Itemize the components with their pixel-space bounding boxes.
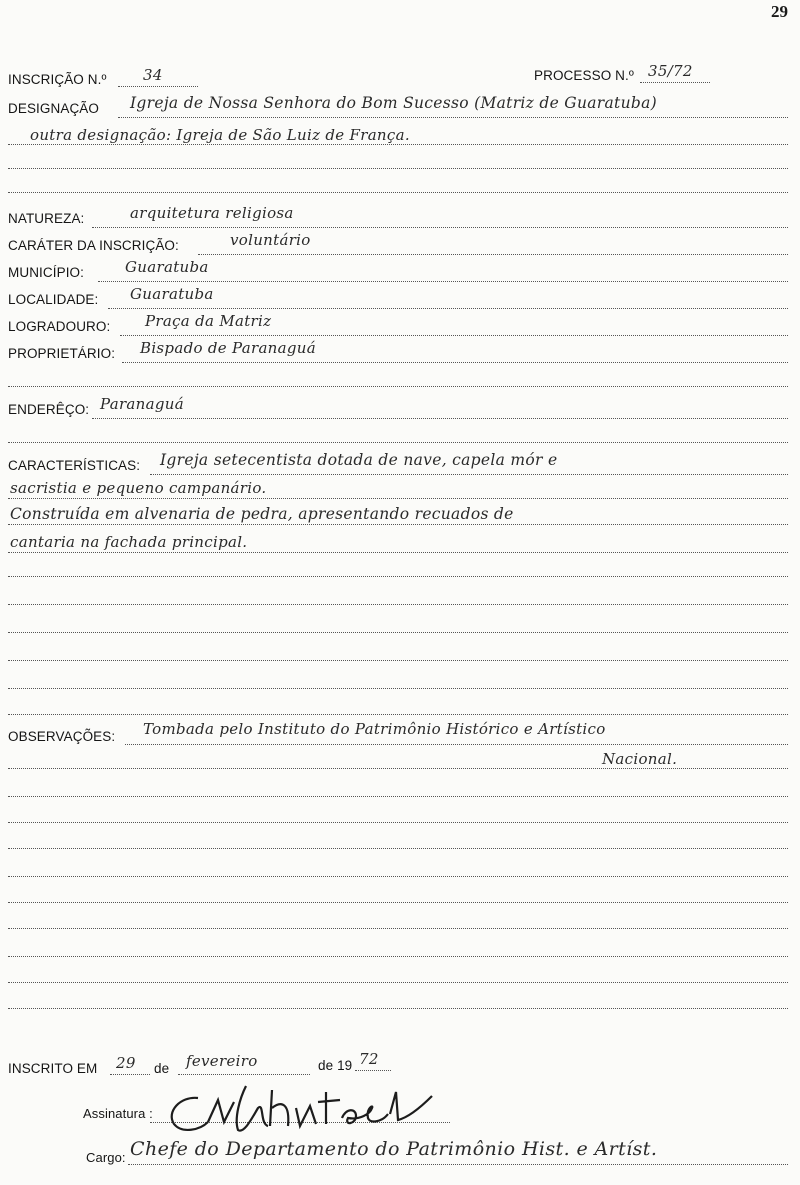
caracteristicas-line3: Construída em alvenaria de pedra, apresentando recuados de xyxy=(10,505,514,523)
caracteristicas-line2: sacristia e pequeno campanário. xyxy=(10,479,267,497)
proprietario-value: Bispado de Paranaguá xyxy=(140,339,316,357)
localidade-value: Guaratuba xyxy=(130,285,214,303)
inscrito-de1: de xyxy=(154,1061,170,1076)
assinatura-label: Assinatura : xyxy=(83,1106,153,1121)
carater-label: CARÁTER DA INSCRIÇÃO: xyxy=(8,238,179,253)
caracteristicas-label: CARACTERÍSTICAS: xyxy=(8,458,141,473)
inscricao-label: INSCRIÇÃO N.º xyxy=(8,72,107,87)
inscricao-value: 34 xyxy=(143,66,163,84)
logradouro-label: LOGRADOURO: xyxy=(8,319,111,334)
designacao-label: DESIGNAÇÃO xyxy=(8,101,100,116)
page-number: 29 xyxy=(771,2,788,21)
inscrito-label: INSCRITO EM xyxy=(8,1061,98,1076)
inscrito-de2: de 19 xyxy=(318,1058,353,1073)
designacao-value: Igreja de Nossa Senhora do Bom Sucesso (Matriz de Guaratuba) xyxy=(130,94,657,112)
observacoes-label: OBSERVAÇÕES: xyxy=(8,729,116,744)
processo-label: PROCESSO N.º xyxy=(534,68,634,83)
carater-value: voluntário xyxy=(230,231,311,249)
proprietario-label: PROPRIETÁRIO: xyxy=(8,346,116,361)
observacoes-line1: Tombada pelo Instituto do Patrimônio Histórico e Artístico xyxy=(143,720,606,738)
endereco-label: ENDERÊÇO: xyxy=(8,402,90,417)
cargo-value: Chefe do Departamento do Patrimônio Hist. e Artíst. xyxy=(130,1138,658,1160)
natureza-label: NATUREZA: xyxy=(8,211,85,226)
caracteristicas-line4: cantaria na fachada principal. xyxy=(10,533,248,551)
designacao-value-line2: outra designação: Igreja de São Luiz de França. xyxy=(30,126,410,144)
localidade-label: LOCALIDADE: xyxy=(8,292,99,307)
municipio-label: MUNICÍPIO: xyxy=(8,265,85,280)
inscrito-month: fevereiro xyxy=(186,1052,258,1070)
processo-value: 35/72 xyxy=(648,62,693,80)
inscrito-year: 72 xyxy=(359,1050,379,1068)
municipio-value: Guaratuba xyxy=(125,258,209,276)
caracteristicas-line1: Igreja setecentista dotada de nave, capela mór e xyxy=(160,451,558,469)
inscrito-day: 29 xyxy=(116,1054,136,1072)
logradouro-value: Praça da Matriz xyxy=(145,312,272,330)
cargo-label: Cargo: xyxy=(86,1150,126,1165)
signature-image xyxy=(160,1078,460,1140)
endereco-value: Paranaguá xyxy=(100,395,184,413)
natureza-value: arquitetura religiosa xyxy=(130,204,294,222)
observacoes-line2: Nacional. xyxy=(602,750,678,768)
